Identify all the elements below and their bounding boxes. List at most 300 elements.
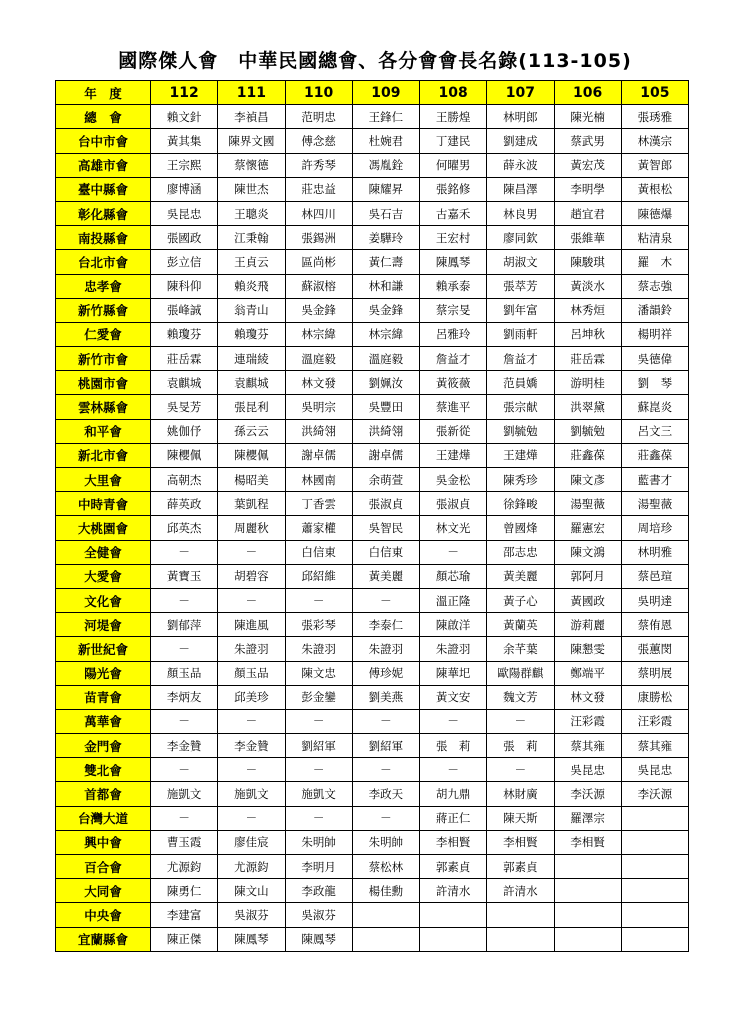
president-name-cell: 胡九鼎 — [420, 782, 487, 806]
president-name-cell: 莊岳霖 — [151, 347, 218, 371]
president-name-cell: 陳鳳琴 — [218, 927, 285, 951]
president-name-cell: 游明桂 — [554, 371, 621, 395]
chapter-name: 宜蘭縣會 — [56, 927, 151, 951]
president-name-cell: 呂雅玲 — [420, 322, 487, 346]
president-name-cell: 張國政 — [151, 226, 218, 250]
president-name-cell: 劉毓勉 — [554, 419, 621, 443]
president-name-cell: － — [218, 709, 285, 733]
president-name-cell: 陳昌澤 — [487, 177, 554, 201]
president-name-cell: 蔣正仁 — [420, 806, 487, 830]
president-name-cell: 丁建民 — [420, 129, 487, 153]
table-row — [56, 661, 689, 685]
chapter-name: 和平會 — [56, 419, 151, 443]
chapter-name: 萬華會 — [56, 709, 151, 733]
table-row — [56, 274, 689, 298]
president-name-cell: 李相賢 — [487, 830, 554, 854]
president-name-cell: 曹玉霞 — [151, 830, 218, 854]
president-name-cell: 朱證羽 — [218, 637, 285, 661]
president-name-cell: 薛英政 — [151, 492, 218, 516]
president-name-cell: 周培珍 — [621, 516, 688, 540]
president-name-cell: 劉雨軒 — [487, 322, 554, 346]
chapter-name: 臺中縣會 — [56, 177, 151, 201]
president-name-cell: 賴瓊芬 — [218, 322, 285, 346]
president-name-cell: 賴文針 — [151, 105, 218, 129]
president-name-cell: 王建燁 — [420, 443, 487, 467]
president-name-cell: 粘清泉 — [621, 226, 688, 250]
president-name-cell: 王勝煌 — [420, 105, 487, 129]
president-name-cell: 張淑貞 — [352, 492, 419, 516]
president-name-cell: － — [151, 588, 218, 612]
president-name-cell: 邵志忠 — [487, 540, 554, 564]
chapter-name: 全健會 — [56, 540, 151, 564]
president-name-cell: 曾國烽 — [487, 516, 554, 540]
chapter-name: 陽光會 — [56, 661, 151, 685]
president-name-cell: － — [285, 709, 352, 733]
president-name-cell: 莊鑫葆 — [621, 443, 688, 467]
president-name-cell: 黃美麗 — [352, 564, 419, 588]
president-name-cell: － — [420, 758, 487, 782]
president-name-cell: － — [420, 540, 487, 564]
president-name-cell: 江秉翰 — [218, 226, 285, 250]
president-name-cell: 林宗緯 — [285, 322, 352, 346]
president-name-cell: 康勝松 — [621, 685, 688, 709]
president-name-cell — [487, 927, 554, 951]
table-row — [56, 443, 689, 467]
president-name-cell: 蘇淑榕 — [285, 274, 352, 298]
president-name-cell: 黃筱薇 — [420, 371, 487, 395]
chapter-name: 桃園市會 — [56, 371, 151, 395]
chapter-name: 百合會 — [56, 855, 151, 879]
president-name-cell — [487, 903, 554, 927]
president-name-cell: 詹益才 — [420, 347, 487, 371]
president-name-cell: 陳文山 — [218, 879, 285, 903]
chapter-name: 大桃園會 — [56, 516, 151, 540]
president-name-cell: 許秀琴 — [285, 153, 352, 177]
president-name-cell: 蔡侑恩 — [621, 613, 688, 637]
chapter-name: 仁愛會 — [56, 322, 151, 346]
table-row — [56, 830, 689, 854]
table-row — [56, 298, 689, 322]
president-name-cell: 區尚彬 — [285, 250, 352, 274]
president-name-cell: 黃仁壽 — [352, 250, 419, 274]
president-name-cell: 蔡邑瑄 — [621, 564, 688, 588]
president-name-cell: 劉建成 — [487, 129, 554, 153]
president-name-cell: 魏文芳 — [487, 685, 554, 709]
table-row — [56, 129, 689, 153]
president-name-cell: － — [151, 637, 218, 661]
president-name-cell: 廖佳宸 — [218, 830, 285, 854]
president-name-cell: 張 莉 — [420, 734, 487, 758]
table-row — [56, 613, 689, 637]
president-name-cell: 陳界文國 — [218, 129, 285, 153]
president-name-cell — [621, 806, 688, 830]
president-name-cell: 李政天 — [352, 782, 419, 806]
president-name-cell — [352, 903, 419, 927]
president-name-cell — [621, 879, 688, 903]
president-name-cell: 張淑貞 — [420, 492, 487, 516]
president-name-cell: 李政龍 — [285, 879, 352, 903]
president-name-cell: 徐鋒畯 — [487, 492, 554, 516]
president-name-cell: 李相賢 — [554, 830, 621, 854]
president-name-cell: 吳淑芬 — [285, 903, 352, 927]
president-name-cell: 李金贊 — [218, 734, 285, 758]
president-name-cell: 高朝杰 — [151, 468, 218, 492]
president-name-cell: 鄭端平 — [554, 661, 621, 685]
president-name-cell: 彭立信 — [151, 250, 218, 274]
president-name-cell: 張彩琴 — [285, 613, 352, 637]
chapter-name: 台中市會 — [56, 129, 151, 153]
president-name-cell: 顏玉品 — [218, 661, 285, 685]
president-name-cell: 王鋒仁 — [352, 105, 419, 129]
table-row — [56, 540, 689, 564]
president-name-cell: 楊佳勳 — [352, 879, 419, 903]
president-name-cell: 賴承泰 — [420, 274, 487, 298]
president-name-cell: 林秀烜 — [554, 298, 621, 322]
president-name-cell: － — [352, 709, 419, 733]
president-name-cell — [352, 927, 419, 951]
president-name-cell: 施凱文 — [151, 782, 218, 806]
president-name-cell: 湯聖薇 — [621, 492, 688, 516]
president-name-cell: － — [352, 588, 419, 612]
president-name-cell: － — [420, 709, 487, 733]
president-name-cell: 李建富 — [151, 903, 218, 927]
president-name-cell — [621, 927, 688, 951]
chapter-name: 彰化縣會 — [56, 201, 151, 225]
chapter-name: 興中會 — [56, 830, 151, 854]
president-name-cell: 胡淑文 — [487, 250, 554, 274]
president-name-cell: 楊昭美 — [218, 468, 285, 492]
president-name-cell: 張 莉 — [487, 734, 554, 758]
president-name-cell: 李泰仁 — [352, 613, 419, 637]
chapter-name: 新北市會 — [56, 443, 151, 467]
president-name-cell: 林良男 — [487, 201, 554, 225]
table-row — [56, 322, 689, 346]
president-name-cell: 劉紹軍 — [285, 734, 352, 758]
president-name-cell: 馮胤銓 — [352, 153, 419, 177]
president-name-cell: 潘韻鈴 — [621, 298, 688, 322]
president-name-cell: 蔡懷德 — [218, 153, 285, 177]
president-name-cell — [554, 927, 621, 951]
table-row — [56, 564, 689, 588]
president-name-cell: 蔡其雍 — [621, 734, 688, 758]
president-name-cell: 傅珍妮 — [352, 661, 419, 685]
president-name-cell: 林財廣 — [487, 782, 554, 806]
president-name-cell: 林國南 — [285, 468, 352, 492]
president-name-cell: 顏玉品 — [151, 661, 218, 685]
president-name-cell: 吳昆忠 — [554, 758, 621, 782]
president-name-cell: 吳金松 — [420, 468, 487, 492]
president-name-cell: 姜驊玲 — [352, 226, 419, 250]
president-name-cell: 李相賢 — [420, 830, 487, 854]
president-name-cell: 白信東 — [352, 540, 419, 564]
president-name-cell: 陳文鴻 — [554, 540, 621, 564]
president-name-cell: 詹益才 — [487, 347, 554, 371]
president-name-cell: 楊明祥 — [621, 322, 688, 346]
chapter-name: 大里會 — [56, 468, 151, 492]
president-name-cell: 張錫洲 — [285, 226, 352, 250]
president-name-cell: 劉姵汝 — [352, 371, 419, 395]
table-row — [56, 879, 689, 903]
president-name-cell: 余芊葉 — [487, 637, 554, 661]
president-name-cell: 袁麒城 — [151, 371, 218, 395]
president-name-cell: 蔡明展 — [621, 661, 688, 685]
president-name-cell: 張銘修 — [420, 177, 487, 201]
president-name-cell: 陳文忠 — [285, 661, 352, 685]
president-name-cell: 游莉麗 — [554, 613, 621, 637]
president-name-cell: 郭素貞 — [487, 855, 554, 879]
president-name-cell: － — [151, 709, 218, 733]
president-name-cell: 吳豐田 — [352, 395, 419, 419]
president-name-cell: 蔡武男 — [554, 129, 621, 153]
president-name-cell: 李沃源 — [621, 782, 688, 806]
year-header: 111 — [218, 81, 285, 105]
table-row — [56, 153, 689, 177]
president-name-cell: 林文光 — [420, 516, 487, 540]
table-row — [56, 468, 689, 492]
table-row — [56, 105, 689, 129]
president-name-cell: 杜婉君 — [352, 129, 419, 153]
chapter-name: 總 會 — [56, 105, 151, 129]
president-name-cell: 陳秀珍 — [487, 468, 554, 492]
table-row — [56, 734, 689, 758]
president-name-cell: 蕭家權 — [285, 516, 352, 540]
table-row — [56, 806, 689, 830]
chapter-name: 苗青會 — [56, 685, 151, 709]
president-name-cell: 尤源鈞 — [218, 855, 285, 879]
chapter-name: 新竹縣會 — [56, 298, 151, 322]
president-name-cell: 陳華圯 — [420, 661, 487, 685]
chapter-name: 新竹市會 — [56, 347, 151, 371]
president-name-cell: 朱證羽 — [285, 637, 352, 661]
president-name-cell: 林文發 — [285, 371, 352, 395]
table-row — [56, 226, 689, 250]
chapter-name: 新世紀會 — [56, 637, 151, 661]
president-name-cell: 呂文三 — [621, 419, 688, 443]
president-name-cell: 朱明帥 — [285, 830, 352, 854]
president-name-cell: 林漢宗 — [621, 129, 688, 153]
year-header: 109 — [352, 81, 419, 105]
president-name-cell: － — [151, 758, 218, 782]
president-name-cell: 蔡宗旻 — [420, 298, 487, 322]
chapter-name: 高雄市會 — [56, 153, 151, 177]
president-name-cell: 黃美麗 — [487, 564, 554, 588]
president-name-cell: 溫庭毅 — [285, 347, 352, 371]
president-name-cell: 林文發 — [554, 685, 621, 709]
table-body — [56, 105, 689, 952]
president-name-cell: 陳櫻佩 — [218, 443, 285, 467]
president-name-cell: 黃淡水 — [554, 274, 621, 298]
table-row — [56, 685, 689, 709]
president-name-cell: － — [218, 588, 285, 612]
page-title: 國際傑人會 中華民國總會、各分會會長名錄(113-105) — [118, 50, 632, 72]
president-name-cell: 黃其集 — [151, 129, 218, 153]
table-row — [56, 395, 689, 419]
chapter-name: 首都會 — [56, 782, 151, 806]
table-row — [56, 347, 689, 371]
table-row — [56, 855, 689, 879]
president-name-cell: － — [352, 806, 419, 830]
president-name-cell: 陳勇仁 — [151, 879, 218, 903]
president-name-cell: 王宏村 — [420, 226, 487, 250]
president-name-cell: 黃宏茂 — [554, 153, 621, 177]
president-name-cell: 翁青山 — [218, 298, 285, 322]
president-name-cell: 李禎昌 — [218, 105, 285, 129]
president-name-cell: 古嘉禾 — [420, 201, 487, 225]
president-name-cell: 朱證羽 — [420, 637, 487, 661]
table-row — [56, 250, 689, 274]
president-name-cell — [554, 879, 621, 903]
roster-table — [55, 80, 689, 952]
president-name-cell: 陳文彥 — [554, 468, 621, 492]
president-name-cell: 莊岳霖 — [554, 347, 621, 371]
president-name-cell: 黃寶玉 — [151, 564, 218, 588]
president-name-cell — [621, 830, 688, 854]
president-name-cell: 陳德爆 — [621, 201, 688, 225]
president-name-cell: 朱證羽 — [352, 637, 419, 661]
president-name-cell: 孫云云 — [218, 419, 285, 443]
president-name-cell: 林明郎 — [487, 105, 554, 129]
president-name-cell: 林和謙 — [352, 274, 419, 298]
president-name-cell: 李沃源 — [554, 782, 621, 806]
president-name-cell: 張峰誠 — [151, 298, 218, 322]
president-name-cell: 邱英杰 — [151, 516, 218, 540]
president-name-cell: － — [487, 758, 554, 782]
president-name-cell: 湯聖薇 — [554, 492, 621, 516]
president-name-cell: 范員嬌 — [487, 371, 554, 395]
chapter-name: 大同會 — [56, 879, 151, 903]
president-name-cell: 邱美珍 — [218, 685, 285, 709]
president-name-cell: 王聰炎 — [218, 201, 285, 225]
year-header: 110 — [285, 81, 352, 105]
president-name-cell: 顏芯瑜 — [420, 564, 487, 588]
president-name-cell: 傅念慈 — [285, 129, 352, 153]
president-name-cell: 朱明帥 — [352, 830, 419, 854]
president-name-cell: 劉紹軍 — [352, 734, 419, 758]
year-header: 112 — [151, 81, 218, 105]
president-name-cell: 賴炎飛 — [218, 274, 285, 298]
header-row — [56, 81, 689, 105]
president-name-cell: 陳懇雯 — [554, 637, 621, 661]
president-name-cell: 陳進風 — [218, 613, 285, 637]
president-name-cell: 郭素貞 — [420, 855, 487, 879]
president-name-cell — [554, 903, 621, 927]
president-name-cell: 黃國政 — [554, 588, 621, 612]
president-name-cell: 袁麒城 — [218, 371, 285, 395]
president-name-cell: 溫庭毅 — [352, 347, 419, 371]
president-name-cell: － — [285, 806, 352, 830]
president-name-cell: 吳淑芬 — [218, 903, 285, 927]
president-name-cell: 趙宜君 — [554, 201, 621, 225]
table-row — [56, 709, 689, 733]
table-row — [56, 371, 689, 395]
chapter-name: 金門會 — [56, 734, 151, 758]
president-name-cell: 丁香雲 — [285, 492, 352, 516]
president-name-cell: 陳鳳琴 — [420, 250, 487, 274]
president-name-cell: 胡碧容 — [218, 564, 285, 588]
president-name-cell: 周麗秋 — [218, 516, 285, 540]
president-name-cell: 吳昆忠 — [151, 201, 218, 225]
year-header: 108 — [420, 81, 487, 105]
president-name-cell: 陳櫻佩 — [151, 443, 218, 467]
year-header: 107 — [487, 81, 554, 105]
president-name-cell: 王貞云 — [218, 250, 285, 274]
president-name-cell: 陳世杰 — [218, 177, 285, 201]
president-name-cell: 薛永波 — [487, 153, 554, 177]
president-name-cell: 汪彩霞 — [554, 709, 621, 733]
president-name-cell: 張新從 — [420, 419, 487, 443]
president-name-cell: 黃根松 — [621, 177, 688, 201]
president-name-cell: 歐陽群麒 — [487, 661, 554, 685]
president-name-cell: 呂坤秋 — [554, 322, 621, 346]
president-name-cell: 林宗緯 — [352, 322, 419, 346]
president-name-cell — [621, 903, 688, 927]
chapter-name: 台灣大道 — [56, 806, 151, 830]
president-name-cell — [554, 855, 621, 879]
president-name-cell: 羅澤宗 — [554, 806, 621, 830]
president-name-cell: 郭阿月 — [554, 564, 621, 588]
president-name-cell: 范明忠 — [285, 105, 352, 129]
president-name-cell: 張蕙閔 — [621, 637, 688, 661]
president-name-cell: 蔡志強 — [621, 274, 688, 298]
table-row — [56, 201, 689, 225]
president-name-cell: 賴瓊芬 — [151, 322, 218, 346]
table-row — [56, 903, 689, 927]
chapter-name: 雲林縣會 — [56, 395, 151, 419]
president-name-cell: 陳鳳琴 — [285, 927, 352, 951]
president-name-cell: 洪翠黛 — [554, 395, 621, 419]
year-header: 105 — [621, 81, 688, 105]
president-name-cell: 林明雅 — [621, 540, 688, 564]
table-row — [56, 782, 689, 806]
president-name-cell: 劉美燕 — [352, 685, 419, 709]
president-name-cell: 汪彩霞 — [621, 709, 688, 733]
president-name-cell: 尤源鈞 — [151, 855, 218, 879]
president-name-cell: 張萃芳 — [487, 274, 554, 298]
chapter-name: 大愛會 — [56, 564, 151, 588]
president-name-cell: 陳啟洋 — [420, 613, 487, 637]
president-name-cell — [420, 927, 487, 951]
president-name-cell — [420, 903, 487, 927]
president-name-cell: 許清水 — [487, 879, 554, 903]
president-name-cell — [621, 855, 688, 879]
president-name-cell: 吳金鋒 — [352, 298, 419, 322]
president-name-cell: 羅憲宏 — [554, 516, 621, 540]
president-name-cell: 王建燁 — [487, 443, 554, 467]
president-name-cell: 陳光楠 — [554, 105, 621, 129]
president-name-cell: 吳金鋒 — [285, 298, 352, 322]
president-name-cell: 黃文安 — [420, 685, 487, 709]
president-name-cell: 邱紹維 — [285, 564, 352, 588]
president-name-cell: － — [487, 709, 554, 733]
year-header: 106 — [554, 81, 621, 105]
table-row — [56, 516, 689, 540]
chapter-name: 河堤會 — [56, 613, 151, 637]
president-name-cell: 謝卓儒 — [352, 443, 419, 467]
president-name-cell: 陳耀昇 — [352, 177, 419, 201]
president-name-cell: 李明學 — [554, 177, 621, 201]
president-name-cell: 林四川 — [285, 201, 352, 225]
president-name-cell: 黃智郎 — [621, 153, 688, 177]
president-name-cell: 吳智民 — [352, 516, 419, 540]
president-name-cell: 余萌萱 — [352, 468, 419, 492]
president-name-cell: 李炳友 — [151, 685, 218, 709]
president-name-cell: 藍書才 — [621, 468, 688, 492]
president-name-cell: 施凱文 — [285, 782, 352, 806]
president-name-cell: 羅 木 — [621, 250, 688, 274]
president-name-cell: 陳天斯 — [487, 806, 554, 830]
president-name-cell: 葉凱程 — [218, 492, 285, 516]
table-row — [56, 637, 689, 661]
